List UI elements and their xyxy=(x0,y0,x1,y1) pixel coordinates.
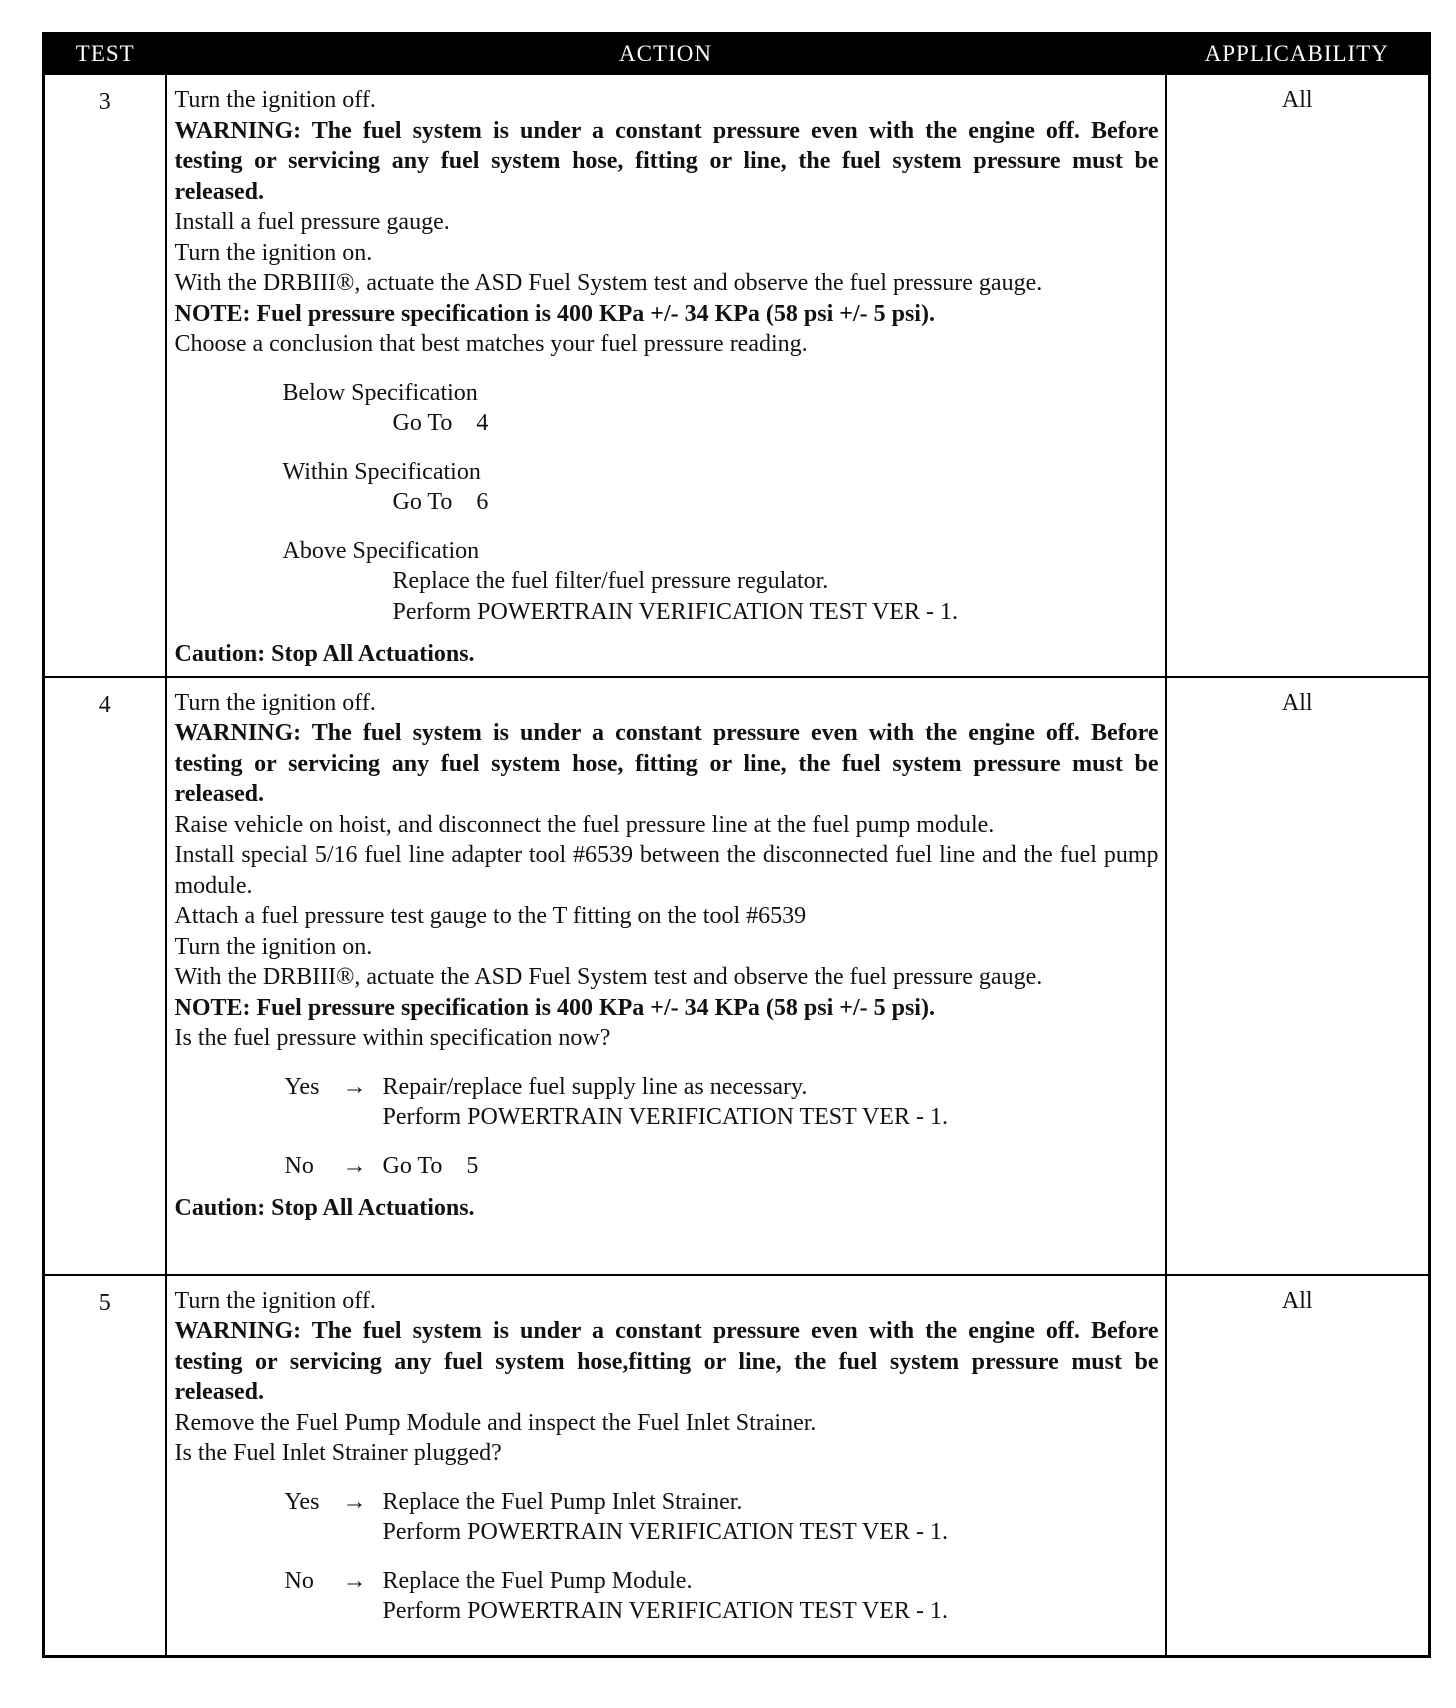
caution-text: Caution: Stop All Actuations. xyxy=(174,1195,475,1221)
note-text: NOTE: Fuel pressure specification is 400 KPa +/- 34 KPa (58 psi +/- 5 psi). xyxy=(174,300,935,327)
answer-label: No xyxy=(284,1152,314,1179)
step-text: With the DRBIII®, actuate the ASD Fuel System test and observe the fuel pressure gauge. xyxy=(174,964,1043,990)
action-cell xyxy=(166,1275,1166,1657)
conclusion-result: Replace the fuel filter/fuel pressure regulator. xyxy=(392,568,829,594)
test-number: 3 xyxy=(44,74,166,677)
step-text: Turn the ignition on. xyxy=(174,239,373,266)
test-number: 4 xyxy=(44,677,166,1275)
answer-result: Replace the Fuel Pump Module. xyxy=(382,1567,693,1594)
warning-text: WARNING: The fuel system is under a constant pressure even with the engine off. Before testing or servicing any fuel system hose,fitting or line, the fuel system pressure must be released. xyxy=(174,1318,1159,1405)
diagnostic-test-table xyxy=(42,32,1431,1658)
table-row xyxy=(44,74,1430,677)
table-header-row xyxy=(44,34,1430,75)
test-number: 5 xyxy=(44,1275,166,1657)
step-text: Turn the ignition off. xyxy=(174,1287,376,1314)
applicability-value: All xyxy=(1166,1275,1430,1657)
step-text: Install a fuel pressure gauge. xyxy=(174,209,450,235)
step-text: Remove the Fuel Pump Module and inspect the Fuel Inlet Strainer. xyxy=(174,1409,817,1436)
caution-text: Caution: Stop All Actuations. xyxy=(174,641,475,667)
conclusion-label: Below Specification xyxy=(282,379,478,406)
answer-no xyxy=(175,1151,1159,1182)
warning-text: WARNING: The fuel system is under a constant pressure even with the engine off. Before testing or servicing any fuel system hose, fitting or line, the fuel system pressure must be released. xyxy=(174,720,1159,807)
step-text: Install special 5/16 fuel line adapter tool #6539 between the disconnected fuel line and the fuel pump module. xyxy=(174,842,1159,899)
step-text: Attach a fuel pressure test gauge to the T fitting on the tool #6539 xyxy=(174,903,807,929)
answer-no xyxy=(175,1566,1159,1627)
conclusion-result: Go To 4 xyxy=(392,410,489,436)
question-text: Is the Fuel Inlet Strainer plugged? xyxy=(174,1440,502,1466)
conclusion-result: Go To 6 xyxy=(392,489,489,515)
arrow-icon: → xyxy=(342,1488,367,1515)
answer-result: Perform POWERTRAIN VERIFICATION TEST VER - 1. xyxy=(382,1598,948,1624)
answer-result: Repair/replace fuel supply line as necessary. xyxy=(382,1073,808,1100)
answer-label: Yes xyxy=(284,1488,320,1515)
answer-label: No xyxy=(284,1567,314,1594)
action-cell xyxy=(166,677,1166,1275)
answer-result: Perform POWERTRAIN VERIFICATION TEST VER - 1. xyxy=(382,1519,948,1545)
warning-text: WARNING: The fuel system is under a constant pressure even with the engine off. Before testing or servicing any fuel system hose, fitting or line, the fuel system pressure must be released. xyxy=(174,117,1159,205)
note-text: NOTE: Fuel pressure specification is 400 KPa +/- 34 KPa (58 psi +/- 5 psi). xyxy=(174,994,935,1021)
header-action: ACTION xyxy=(166,34,1166,75)
header-test: TEST xyxy=(44,34,166,75)
answer-result: Go To 5 xyxy=(382,1152,479,1179)
step-text: Raise vehicle on hoist, and disconnect the fuel pressure line at the fuel pump module. xyxy=(174,811,995,838)
answer-result: Replace the Fuel Pump Inlet Strainer. xyxy=(382,1488,743,1515)
table-row xyxy=(44,677,1430,1275)
step-text: Turn the ignition off. xyxy=(174,689,376,716)
question-text: Choose a conclusion that best matches your fuel pressure reading. xyxy=(174,331,808,357)
arrow-icon: → xyxy=(342,1152,367,1179)
answer-label: Yes xyxy=(284,1073,320,1100)
applicability-value: All xyxy=(1166,74,1430,677)
step-text: With the DRBIII®, actuate the ASD Fuel System test and observe the fuel pressure gauge. xyxy=(174,270,1043,296)
conclusion-label: Within Specification xyxy=(282,458,481,485)
answer-yes xyxy=(175,1487,1159,1548)
step-text: Turn the ignition on. xyxy=(174,933,373,960)
arrow-icon: → xyxy=(342,1073,367,1100)
action-cell xyxy=(166,74,1166,677)
step-text: Turn the ignition off. xyxy=(174,87,376,113)
answer-yes xyxy=(175,1072,1159,1133)
conclusion-label: Above Specification xyxy=(282,537,480,564)
answer-result: Perform POWERTRAIN VERIFICATION TEST VER - 1. xyxy=(382,1104,948,1130)
applicability-value: All xyxy=(1166,677,1430,1275)
table-row xyxy=(44,1275,1430,1657)
header-applicability: APPLICABILITY xyxy=(1166,34,1430,75)
arrow-icon: → xyxy=(342,1567,367,1594)
conclusion-result: Perform POWERTRAIN VERIFICATION TEST VER - 1. xyxy=(392,598,958,625)
question-text: Is the fuel pressure within specification now? xyxy=(174,1025,611,1051)
